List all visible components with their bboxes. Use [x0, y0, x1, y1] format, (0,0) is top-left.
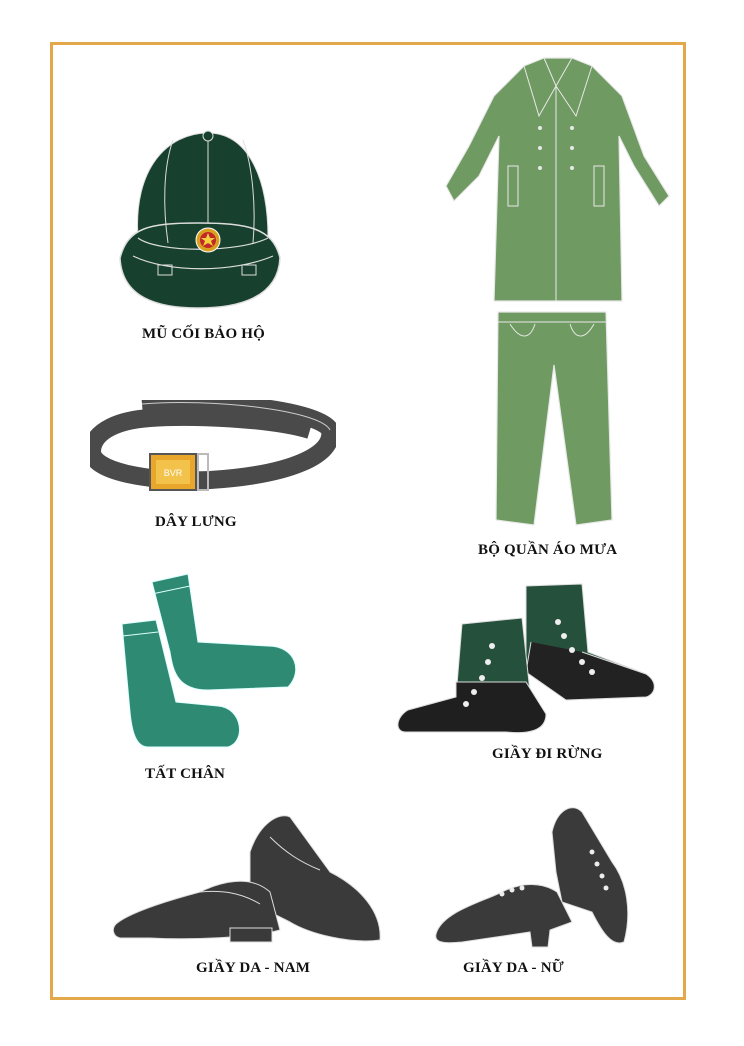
belt-illustration	[90, 400, 336, 500]
mens-shoes-illustration	[110, 812, 386, 954]
raincoat-label: BỘ QUẦN ÁO MƯA	[478, 542, 618, 558]
belt-buckle-text: BVR	[163, 468, 183, 478]
helmet-label: MŨ CỐI BẢO HỘ	[142, 326, 266, 342]
mens-shoes-label: GIẦY DA - NAM	[196, 960, 311, 976]
womens-shoes-label: GIẦY DA - NỮ	[463, 960, 564, 976]
womens-shoes-illustration	[432, 802, 632, 952]
socks-illustration	[118, 572, 302, 752]
raincoat-illustration	[444, 56, 672, 304]
jungle-boots-label: GIẦY ĐI RỪNG	[492, 746, 603, 762]
rain-pants-illustration	[490, 310, 614, 528]
helmet-illustration	[108, 128, 288, 318]
socks-label: TẤT CHÂN	[145, 766, 226, 782]
jungle-boots-illustration	[396, 582, 658, 742]
belt-label: DÂY LƯNG	[155, 514, 237, 530]
